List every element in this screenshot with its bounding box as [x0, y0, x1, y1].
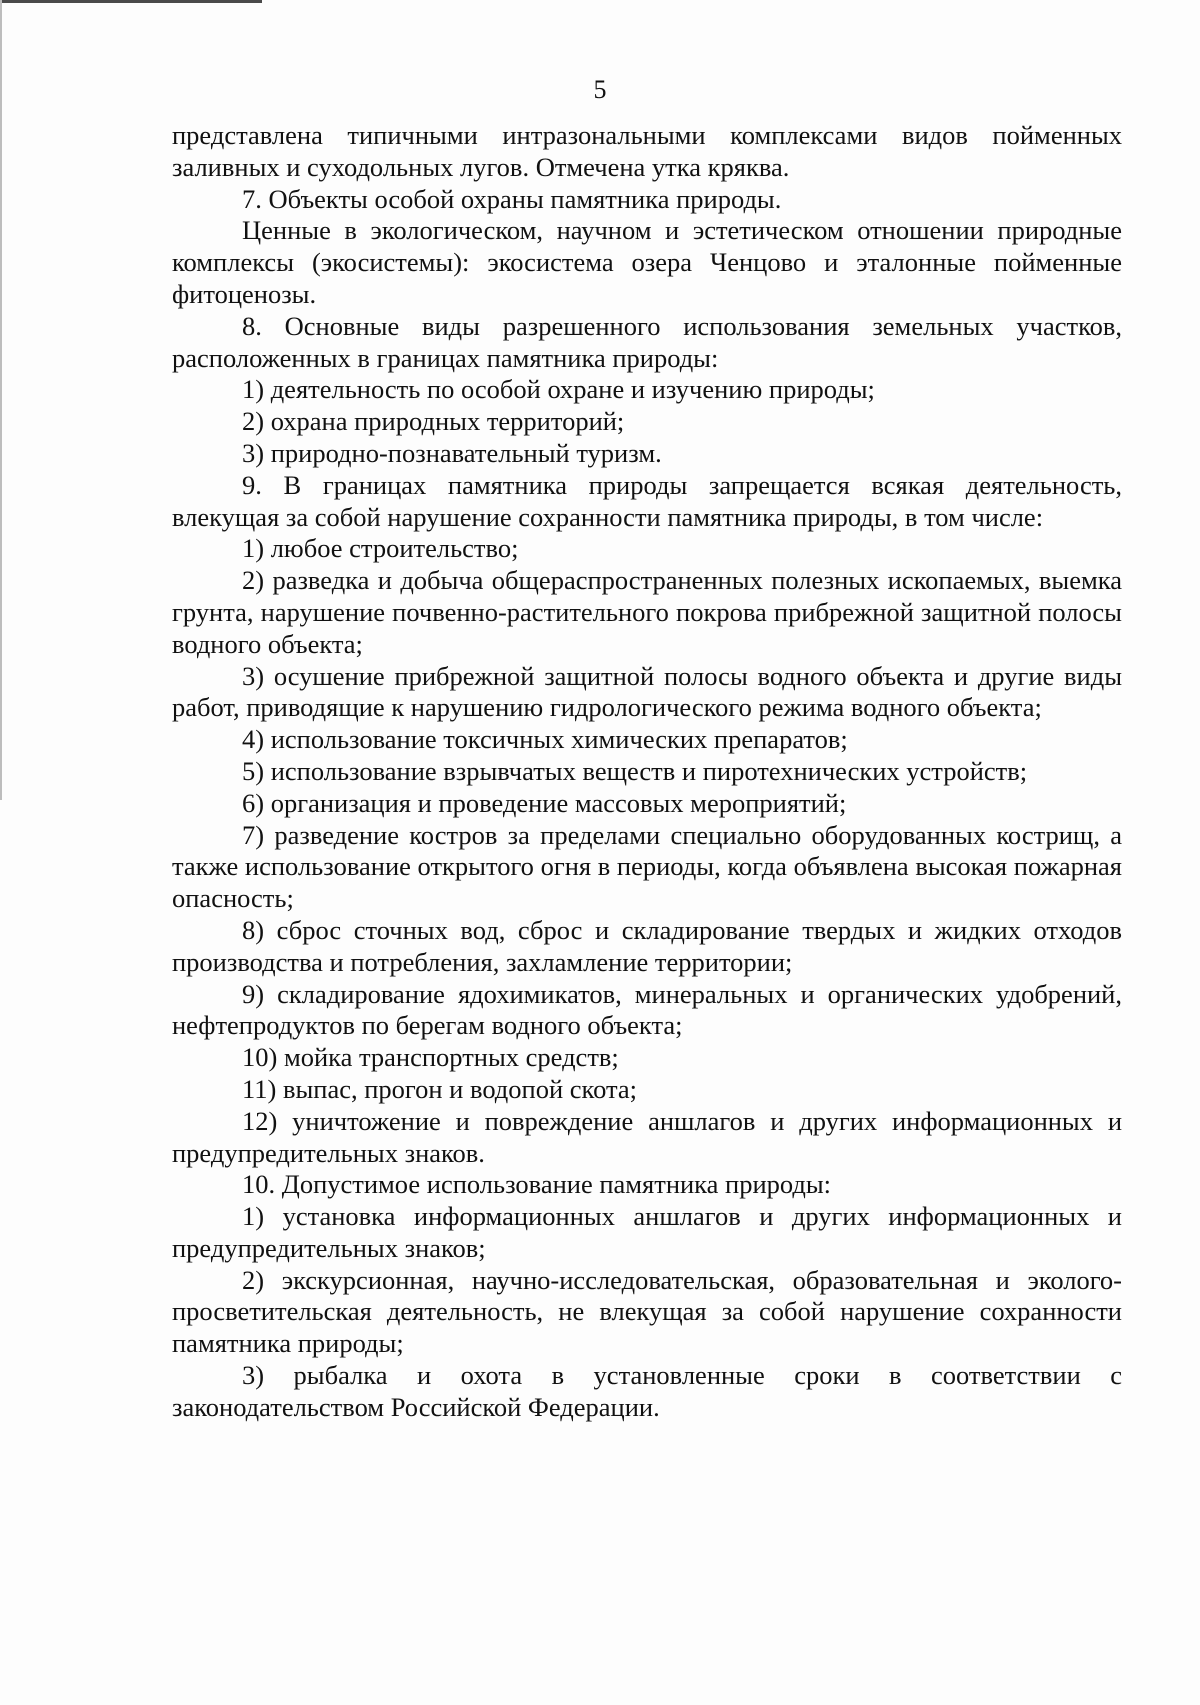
list-item: 7) разведение костров за пределами специально оборудованных кострищ, а также использование открытого огня в периоды, когда объявлена высокая пожарная опасность;: [172, 819, 1122, 914]
list-item: 11) выпас, прогон и водопой скота;: [242, 1073, 638, 1104]
list-item: 3) природно-познавательный туризм.: [242, 437, 662, 468]
paragraph-continuation: представлена типичными интразональными комплексами видов пойменных заливных и суходольных лугов. Отмечена утка кряква.: [172, 120, 1122, 182]
list-item: 6) организация и проведение массовых мероприятий;: [242, 787, 847, 818]
list-item: 10) мойка транспортных средств;: [242, 1042, 619, 1073]
document-body: [172, 120, 1122, 1424]
list-item: 1) установка информационных аншлагов и других информационных и предупредительных знаков;: [172, 1201, 1122, 1263]
list-item: 12) уничтожение и повреждение аншлагов и других информационных и предупредительных знаков.: [172, 1105, 1122, 1168]
list-item: 1) деятельность по особой охране и изучению природы;: [242, 374, 875, 405]
list-item: 3) осушение прибрежной защитной полосы водного объекта и другие виды работ, приводящие к нарушению гидрологического режима водного объекта;: [172, 660, 1122, 723]
section-heading-10: 10. Допустимое использование памятника природы:: [242, 1169, 832, 1200]
paragraph: Ценные в экологическом, научном и эстетическом отношении природные комплексы (экосистемы): экосистема озера Ченцово и эталонные пойменные фитоценозы.: [172, 215, 1122, 309]
list-item: 2) экскурсионная, научно-исследовательская, образовательная и эколого-просветительская деятельность, не влекущая за собой нарушение сохранности памятника природы;: [172, 1264, 1122, 1359]
list-item: 5) использование взрывчатых веществ и пиротехнических устройств;: [242, 755, 1028, 786]
page-number: 5: [593, 75, 607, 104]
list-item: 8) сброс сточных вод, сброс и складирование твердых и жидких отходов производства и потребления, захламление территории;: [172, 914, 1122, 977]
list-item: 9) складирование ядохимикатов, минеральных и органических удобрений, нефтепродуктов по берегам водного объекта;: [172, 978, 1122, 1041]
section-heading-7: 7. Объекты особой охраны памятника природы.: [242, 183, 782, 214]
scan-edge-top: [0, 0, 262, 3]
section-heading-8: 8. Основные виды разрешенного использования земельных участков, расположенных в границах памятника природы:: [172, 310, 1122, 373]
section-heading-9: 9. В границах памятника природы запрещается всякая деятельность, влекущая за собой нарушение сохранности памятника природы, в том числе:: [172, 469, 1122, 532]
list-item: 4) использование токсичных химических препаратов;: [242, 724, 848, 755]
list-item: 1) любое строительство;: [242, 533, 519, 564]
list-item: 2) разведка и добыча общераспространенных полезных ископаемых, выемка грунта, нарушение почвенно-растительного покрова прибрежной защитной полосы водного объекта;: [172, 565, 1122, 659]
scan-edge-left: [0, 0, 2, 800]
list-item: 2) охрана природных территорий;: [242, 406, 625, 437]
list-item: 3) рыбалка и охота в установленные сроки в соответствии с законодательством Российской Федерации.: [172, 1360, 1122, 1422]
